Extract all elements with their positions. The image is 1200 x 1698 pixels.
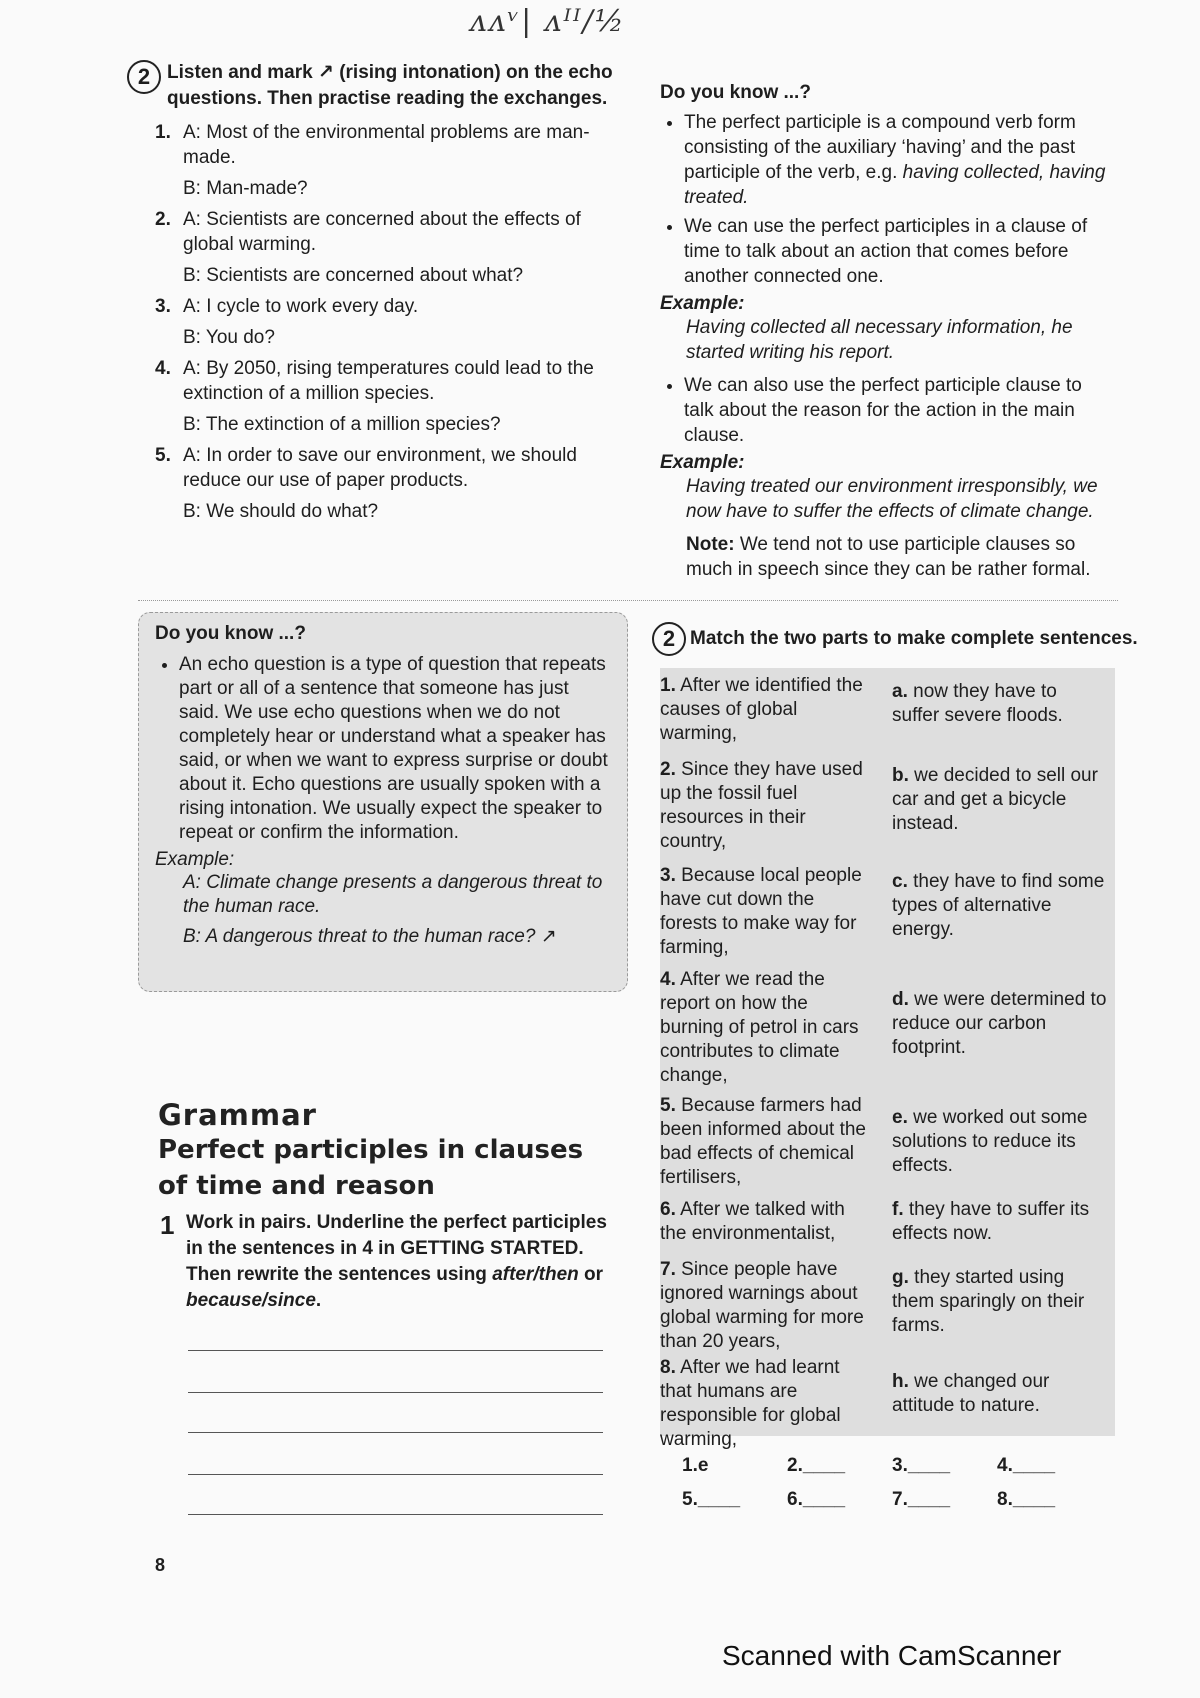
dialog-item: 1. A: Most of the environmental problems are man-made. B: Man-made? [155,122,590,199]
match-left-item: 1. After we identified the causes of global warming, [660,675,863,744]
exercise-number: 2 [652,622,686,656]
info-box-list [660,110,1115,289]
example-sentence: Having collected all necessary information, he started writing his report. [686,317,1073,363]
answer-slot[interactable]: 3.____ [892,1455,951,1476]
answer-line[interactable] [188,1514,603,1515]
note: Note: We tend not to use participle clauses so much in speech since they can be rather formal. [686,534,1091,580]
info-box-bullet: • We can also use the perfect participle clause to talk about the reason for the action in the main clause. [684,373,1115,448]
dialog-item: 4. A: By 2050, rising temperatures could lead to the extinction of a million species. B: The extinction of a million species? [155,358,594,435]
example-line-a: A: Climate change presents a dangerous threat to the human race. [183,872,603,917]
answer-line[interactable] [188,1432,603,1433]
answer-row [682,1489,1102,1511]
answer-line[interactable] [188,1392,603,1393]
answer-slot[interactable]: 6.____ [787,1489,846,1510]
example-label: Example: [660,293,745,314]
answer-row [682,1455,1102,1477]
match-right-item: e. we worked out some solutions to reduce its effects. [892,1107,1088,1176]
perfect-participle-info-box [660,80,1115,582]
match-left-item: 6. After we talked with the environmentalist, [660,1199,845,1244]
section-divider [138,600,1118,601]
page-number: 8 [155,1555,166,1575]
info-box-bullet: • We can use the perfect participles in a clause of time to talk about an action that comes before another connected one. [684,214,1115,289]
example-label: Example: [155,849,235,870]
dialog-item: 5. A: In order to save our environment, we should reduce our use of paper products. B: We should do what? [155,445,577,522]
grammar-title: Grammar [158,1098,317,1132]
match-left-item: 3. Because local people have cut down the forests to make way for farming, [660,865,862,958]
info-box-list [155,653,611,845]
answer-slot[interactable]: 1.e [682,1455,709,1476]
exercise-number: 1 [160,1210,175,1240]
scanner-watermark: Scanned with CamScanner [722,1640,1062,1671]
exercise-instruction: Listen and mark ↗ (rising intonation) on the echo questions. Then practise reading the exchanges. [167,62,613,109]
example-sentence: Having treated our environment irresponsibly, we now have to suffer the effects of climate change. [686,476,1098,522]
info-box-list [660,373,1115,448]
info-box-bullet: • The perfect participle is a compound verb form consisting of the auxiliary ‘having’ and the past participle of the verb, e.g. having collected, having treated. [684,110,1115,210]
answer-line[interactable] [188,1474,603,1475]
dialog-list [155,120,620,524]
grammar-exercise-instruction: Work in pairs. Underline the perfect participles in the sentences in 4 in GETTING STARTED. Then rewrite the sentences using after/then or because/since. [186,1212,607,1311]
match-exercise-header [652,622,1138,656]
answer-line[interactable] [188,1350,603,1351]
match-right-item: d. we were determined to reduce our carbon footprint. [892,989,1107,1058]
info-box-bullet: • An echo question is a type of question that repeats part or all of a sentence that someone has just said. We use echo questions when we do not completely hear or understand what a speaker has said, or when we want to express surprise or doubt about it. Echo questions are usually spoken with a rising intonation. We usually expect the speaker to repeat or confirm the information. [179,653,611,845]
answer-slot[interactable]: 5.____ [682,1489,741,1510]
info-box-heading: Do you know ...? [660,82,811,103]
dialog-item: 2. A: Scientists are concerned about the effects of global warming. B: Scientists are concerned about what? [155,209,581,286]
match-table [660,668,1115,1450]
answer-slot[interactable]: 7.____ [892,1489,951,1510]
match-right-item: h. we changed our attitude to nature. [892,1371,1050,1416]
match-right-item: f. they have to suffer its effects now. [892,1199,1090,1244]
handwritten-note: ᴧᴧᵛ| ᴧᴵᴵ/½ [470,4,626,39]
match-left-item: 7. Since people have ignored warnings about global warming for more than 20 years, [660,1259,864,1352]
rising-intonation-icon: ↗ [318,62,334,83]
answer-slot[interactable]: 2.____ [787,1455,846,1476]
grammar-exercise-1 [160,1210,620,1314]
answer-slot[interactable]: 8.____ [997,1489,1056,1510]
match-right-item: g. they started using them sparingly on their farms. [892,1267,1085,1336]
dialog-item: 3. A: I cycle to work every day. B: You do? [155,296,419,348]
match-answers [682,1455,1102,1523]
match-left-item: 4. After we read the report on how the burning of petrol in cars contributes to climate change, [660,969,859,1086]
info-box-heading: Do you know ...? [155,623,306,644]
match-right-item: c. they have to find some types of alternative energy. [892,871,1105,940]
match-exercise-instruction: Match the two parts to make complete sentences. [690,628,1138,649]
exercise-number: 2 [127,60,161,94]
match-left-item: 2. Since they have used up the fossil fuel resources in their country, [660,759,863,852]
answer-slot[interactable]: 4.____ [997,1455,1056,1476]
match-left-item: 8. After we had learnt that humans are responsible for global warming, [660,1357,841,1450]
example-line-b: B: A dangerous threat to the human race? ↗ [183,926,557,947]
match-left-item: 5. Because farmers had been informed about the bad effects of chemical fertilisers, [660,1095,866,1188]
match-right-item: b. we decided to sell our car and get a bicycle instead. [892,765,1098,834]
echo-question-info-box [138,612,628,992]
grammar-subtitle: Perfect participles in clauses of time and reason [158,1135,584,1201]
match-right-item: a. now they have to suffer severe floods. [892,681,1063,726]
listen-exercise [137,60,620,530]
example-label: Example: [660,452,745,473]
